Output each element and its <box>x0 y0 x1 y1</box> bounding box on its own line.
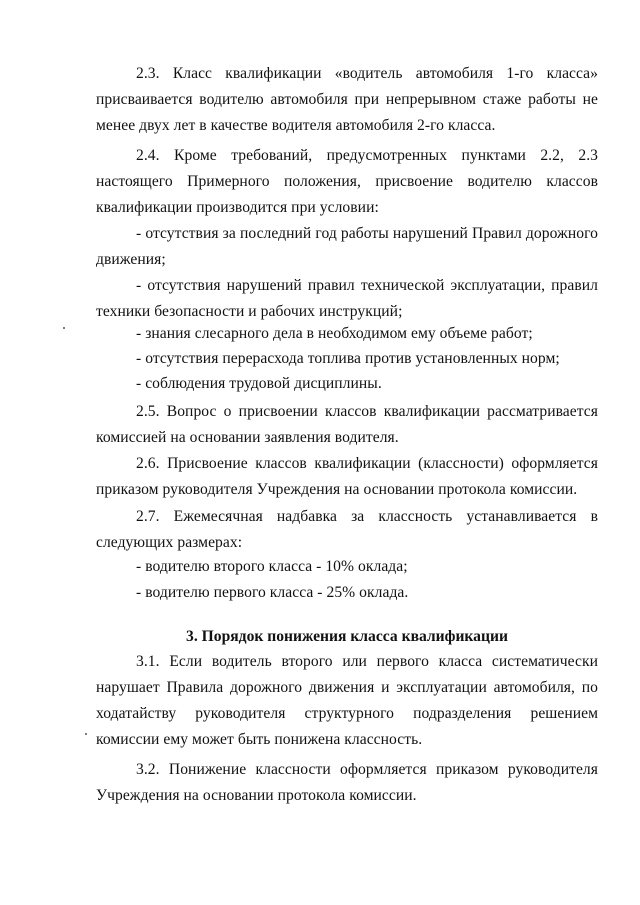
list-item-no-traffic-violations: - отсутствия за последний год работы нарушений Правил дорожного движения; <box>96 225 598 268</box>
scan-speck <box>85 733 87 735</box>
list-item-labor-discipline: - соблюдения трудовой дисциплины. <box>136 375 382 392</box>
section-3-heading: 3. Порядок понижения класса квалификации <box>186 628 508 645</box>
list-item-first-class-bonus: - водителю первого класса - 25% оклада. <box>136 584 409 601</box>
list-item-second-class-bonus: - водителю второго класса - 10% оклада; <box>136 558 408 575</box>
paragraph-2-6: 2.6. Присвоение классов квалификации (классности) оформляется приказом руководителя Учреждения на основании протокола комиссии. <box>96 455 598 498</box>
scan-speck <box>63 327 65 329</box>
list-item-locksmith-knowledge: - знания слесарного дела в необходимом ему объеме работ; <box>136 325 533 342</box>
paragraph-3-1: 3.1. Если водитель второго или первого класса систематически нарушает Правила дорожного движения и эксплуатации автомобиля, по ходатайству руководителя структурного подразделения решением комиссии ему может быть понижена классность. <box>96 653 598 748</box>
paragraph-2-4: 2.4. Кроме требований, предусмотренных пунктами 2.2, 2.3 настоящего Примерного положения, присвоение водителю классов квалификации производится при условии: <box>96 147 598 216</box>
paragraph-2-7: 2.7. Ежемесячная надбавка за классность устанавливается в следующих размерах: <box>96 508 598 551</box>
list-item-no-fuel-overuse: - отсутствия перерасхода топлива против установленных норм; <box>136 350 560 367</box>
paragraph-2-5: 2.5. Вопрос о присвоении классов квалификации рассматривается комиссией на основании заявления водителя. <box>96 403 598 446</box>
list-item-no-technical-violations: - отсутствия нарушений правил технической эксплуатации, правил техники безопасности и рабочих инструкций; <box>96 277 598 320</box>
paragraph-2-3: 2.3. Класс квалификации «водитель автомобиля 1-го класса» присваивается водителю автомобиля при непрерывном стаже работы не менее двух лет в качестве водителя автомобиля 2-го класса. <box>96 65 598 134</box>
paragraph-3-2: 3.2. Понижение классности оформляется приказом руководителя Учреждения на основании протокола комиссии. <box>96 761 598 804</box>
